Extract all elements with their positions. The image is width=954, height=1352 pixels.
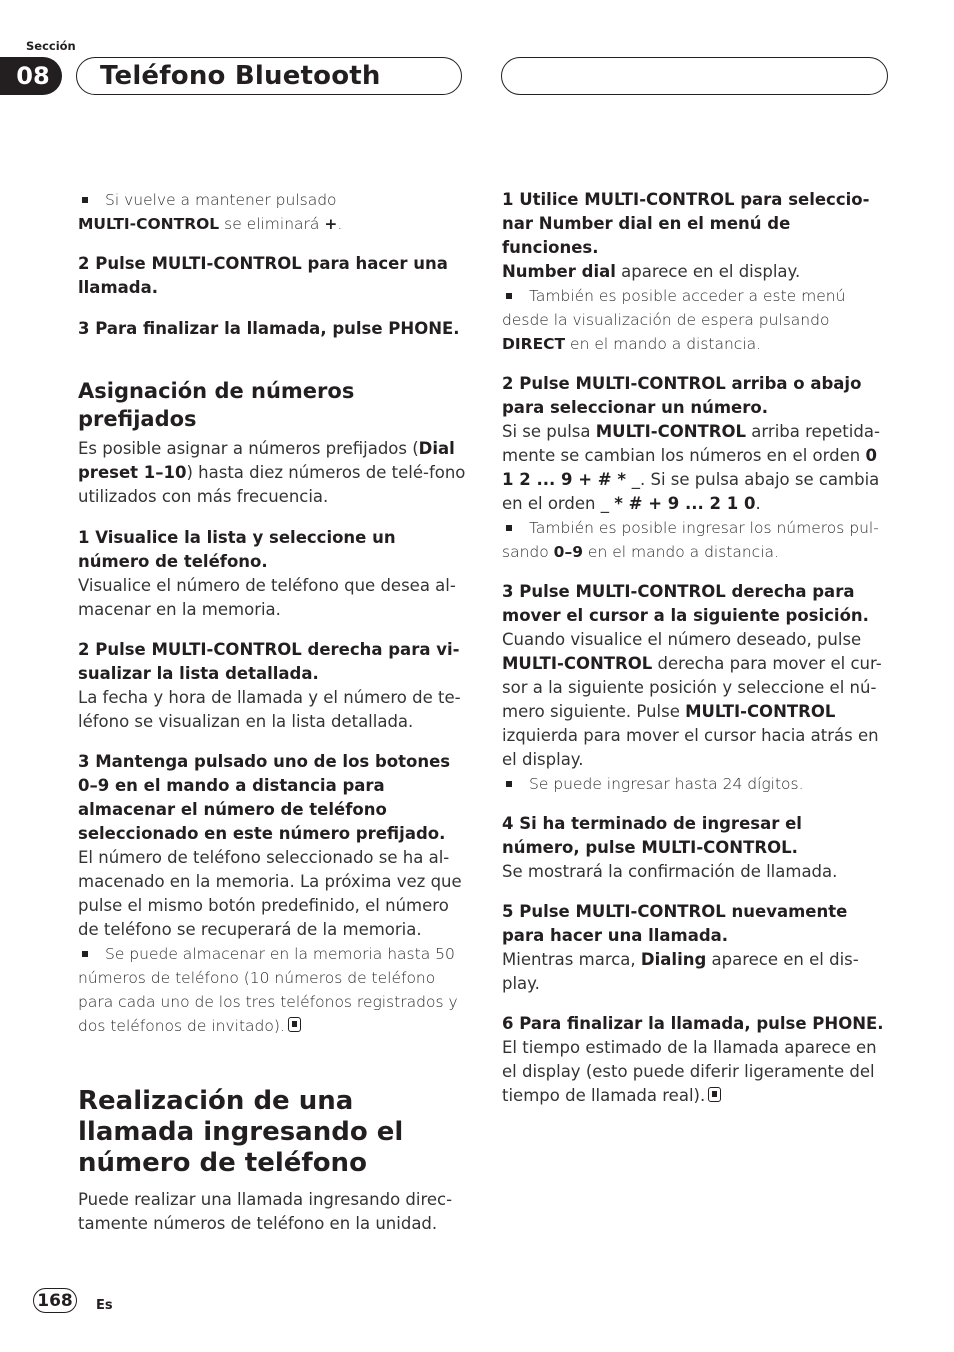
left-column (78, 188, 466, 1236)
section-heading-manual-dial: Realización de una llamada ingresando el número de teléfono (78, 1086, 404, 1178)
dial-step-4-body: Se mostrará la confirmación de llamada. (502, 862, 838, 881)
preset-step-2-body: La fecha y hora de llamada y el número de te-léfono se visualizan en la lista detallada. (78, 688, 461, 731)
dial-step-3-body: Cuando visualice el número deseado, pulse MULTI-CONTROL derecha para mover el cur-sor a la siguiente posición y seleccione el nú-mero siguiente. Pulse MULTI-CONTROL izquierda para mover el cursor hacia atrás en el display. (502, 630, 882, 769)
step-2-heading: 2 Pulse MULTI-CONTROL para hacer una llamada. (78, 254, 448, 297)
preset-step-3-body: El número de teléfono seleccionado se ha al-macenado en la memoria. La próxima vez que pulse el mismo botón predefinido, el número de teléfono se recuperará de la memoria. (78, 848, 462, 939)
bullet-square-icon (82, 197, 88, 203)
note-24-digits: Se puede ingresar hasta 24 dígitos. (502, 772, 884, 796)
end-of-section-icon (288, 1017, 301, 1032)
dial-step-3-heading: 3 Pulse MULTI-CONTROL derecha para mover el cursor a la siguiente posición. (502, 582, 869, 625)
dial-step-1-heading: 1 Utilice MULTI-CONTROL para seleccio-nar Number dial en el menú de funciones. (502, 190, 870, 257)
preset-step-2-heading: 2 Pulse MULTI-CONTROL derecha para vi-sualizar la lista detallada. (78, 640, 460, 683)
bullet-square-icon (506, 781, 512, 787)
subheading-preset: Asignación de números prefijados (78, 379, 355, 431)
section-number-badge: 08 (0, 57, 62, 95)
preset-intro: Es posible asignar a números prefijados (Dial preset 1–10) hasta diez números de telé-fono utilizados con más frecuencia. (78, 439, 466, 506)
dial-step-4-heading: 4 Si ha terminado de ingresar el número, pulse MULTI-CONTROL. (502, 814, 802, 857)
bullet-square-icon (506, 525, 512, 531)
dial-step-5-body: Mientras marca, Dialing aparece en el dis-play. (502, 950, 859, 993)
dial-step-6-heading: 6 Para finalizar la llamada, pulse PHONE. (502, 1014, 884, 1033)
note-memory-capacity: Se puede almacenar en la memoria hasta 50 números de teléfono (10 números de teléfono para cada uno de los tres teléfonos registrados y dos teléfonos de invitado). (78, 945, 458, 1035)
section-label: Sección (26, 39, 76, 53)
note-direct: También es posible acceder a este menú desde la visualización de espera pulsando DIRECT en el mando a distancia. (502, 287, 846, 353)
dial-step-5-heading: 5 Pulse MULTI-CONTROL nuevamente para hacer una llamada. (502, 902, 848, 945)
bullet-square-icon (506, 293, 512, 299)
end-of-section-icon (708, 1087, 721, 1102)
manual-dial-intro: Puede realizar una llamada ingresando direc-tamente números de teléfono en la unidad. (78, 1190, 453, 1233)
dial-step-6-body: El tiempo estimado de la llamada aparece en el display (esto puede diferir ligeramente del tiempo de llamada real). (502, 1038, 877, 1105)
preset-step-1-heading: 1 Visualice la lista y seleccione un número de teléfono. (78, 528, 396, 571)
note-remove-plus: Si vuelve a mantener pulsado MULTI-CONTROL se eliminará +. (78, 191, 343, 233)
preset-step-1-body: Visualice el número de teléfono que desea al-macenar en la memoria. (78, 576, 456, 619)
dial-step-2-body: Si se pulsa MULTI-CONTROL arriba repetida-mente se cambian los números en el orden 0 1 2 ... 9 + # * _. Si se pulsa abajo se cambia en el orden _ * # + 9 ... 2 1 0. (502, 422, 880, 513)
dial-step-1-body: Number dial aparece en el display. (502, 262, 801, 281)
step-3-heading: 3 Para finalizar la llamada, pulse PHONE. (78, 319, 460, 338)
right-header-box (501, 57, 888, 95)
right-column (502, 188, 884, 1108)
dial-step-2-heading: 2 Pulse MULTI-CONTROL arriba o abajo para seleccionar un número. (502, 374, 862, 417)
preset-step-3-heading: 3 Mantenga pulsado uno de los botones 0–9 en el mando a distancia para almacenar el número de teléfono seleccionado en este número prefijado. (78, 752, 451, 843)
note-remote-digits: También es posible ingresar los números pul-sando 0–9 en el mando a distancia. (502, 519, 879, 561)
bullet-square-icon (82, 951, 88, 957)
page-number: 168 (33, 1288, 77, 1313)
section-title: Teléfono Bluetooth (76, 57, 462, 95)
language-code: Es (96, 1298, 113, 1313)
